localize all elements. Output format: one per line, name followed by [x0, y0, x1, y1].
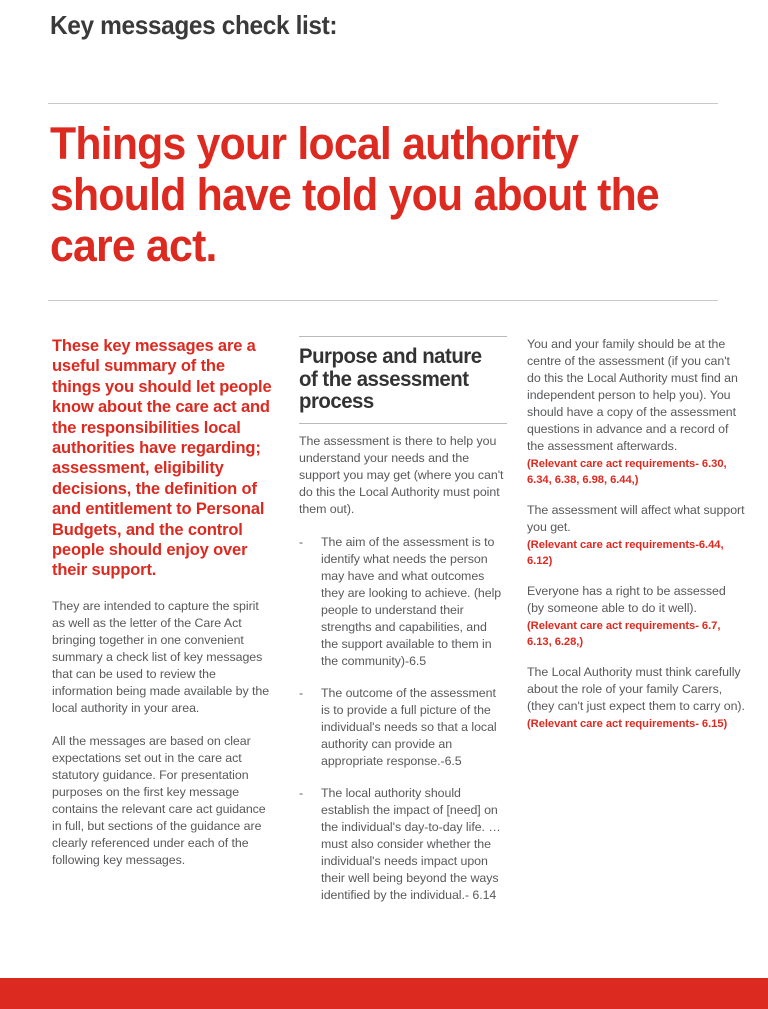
section-rule-below: [299, 423, 507, 424]
message-block: [527, 664, 745, 732]
body-paragraph-2: All the messages are based on clear expectations set out in the care act statutory guidance. For presentation purposes on the first key message contains the relevant care act guidance in full, but sections of the guidance are clearly referenced under each of the following key messages.: [52, 733, 266, 867]
section-title: Purpose and nature of the assessment process: [299, 345, 482, 413]
column-middle: [299, 336, 507, 919]
content-columns: [0, 336, 768, 919]
column-left: [52, 336, 275, 919]
message-text: The Local Authority must think carefully about the role of your family Carers, (they can't just expect them to carry on).: [527, 665, 745, 713]
bullet-dash-icon: -: [299, 785, 304, 800]
message-text: You and your family should be at the centre of the assessment (if you can't do this the Local Authority must find an independent person to help you). You should have a copy of the assessment questions in advance and a record of the assessment afterwards.: [527, 337, 738, 453]
divider-top: [48, 103, 718, 104]
citation-reference: (Relevant care act requirements- 6.30, 6.34, 6.38, 6.98, 6.44,): [527, 458, 727, 486]
list-item-text: The local authority should establish the impact of [need] on the individual's day-to-day life. …must also consider whether the individual's needs impact upon their well being beyond the ways identified by the individual.- 6.14: [321, 785, 501, 902]
list-item-text: The outcome of the assessment is to provide a full picture of the individual's needs so that a local authority can provide an appropriate response.-6.5: [321, 685, 497, 768]
bullet-dash-icon: -: [299, 685, 304, 700]
message-text: Everyone has a right to be assessed (by someone able to do it well).: [527, 584, 726, 615]
citation-reference: (Relevant care act requirements- 6.15): [527, 718, 728, 730]
page-title: Things your local authority should have told you about the care act.: [50, 118, 659, 271]
list-item: [299, 785, 507, 904]
body-paragraph-1: They are intended to capture the spirit as well as the letter of the Care Act bringing together in one convenient summary a check list of key messages that can be used to review the information being made available by the local authority in your area.: [52, 598, 270, 715]
column-right: [527, 336, 745, 919]
citation-reference: (Relevant care act requirements- 6.7, 6.13, 6.28,): [527, 620, 721, 648]
section-intro: The assessment is there to help you understand your needs and the support you may get (where you can't do this the Local Authority must point them out).: [299, 433, 504, 516]
divider-middle: [48, 300, 718, 301]
list-item-text: The aim of the assessment is to identify what needs the person may have and what outcomes they are looking to achieve. (help people to understand their strengths and capabilities, and the support available to them in the community)-6.5: [321, 534, 502, 668]
message-text: The assessment will affect what support you get.: [527, 503, 745, 534]
message-block: [527, 502, 745, 569]
bullet-dash-icon: -: [299, 534, 304, 549]
list-item: [299, 685, 507, 770]
page-kicker: Key messages check list:: [50, 10, 338, 40]
message-block: [527, 336, 745, 488]
lead-paragraph: These key messages are a useful summary of the things you should let people know about the care act and the responsibilities local authorities have regarding; assessment, eligibility decisions, the definition of and entitlement to Personal Budgets, and the control people should enjoy over their support.: [52, 337, 272, 580]
message-block: [527, 583, 745, 650]
citation-reference: (Relevant care act requirements-6.44, 6.12): [527, 539, 724, 567]
list-item: [299, 534, 507, 670]
footer-bar: [0, 978, 768, 1009]
